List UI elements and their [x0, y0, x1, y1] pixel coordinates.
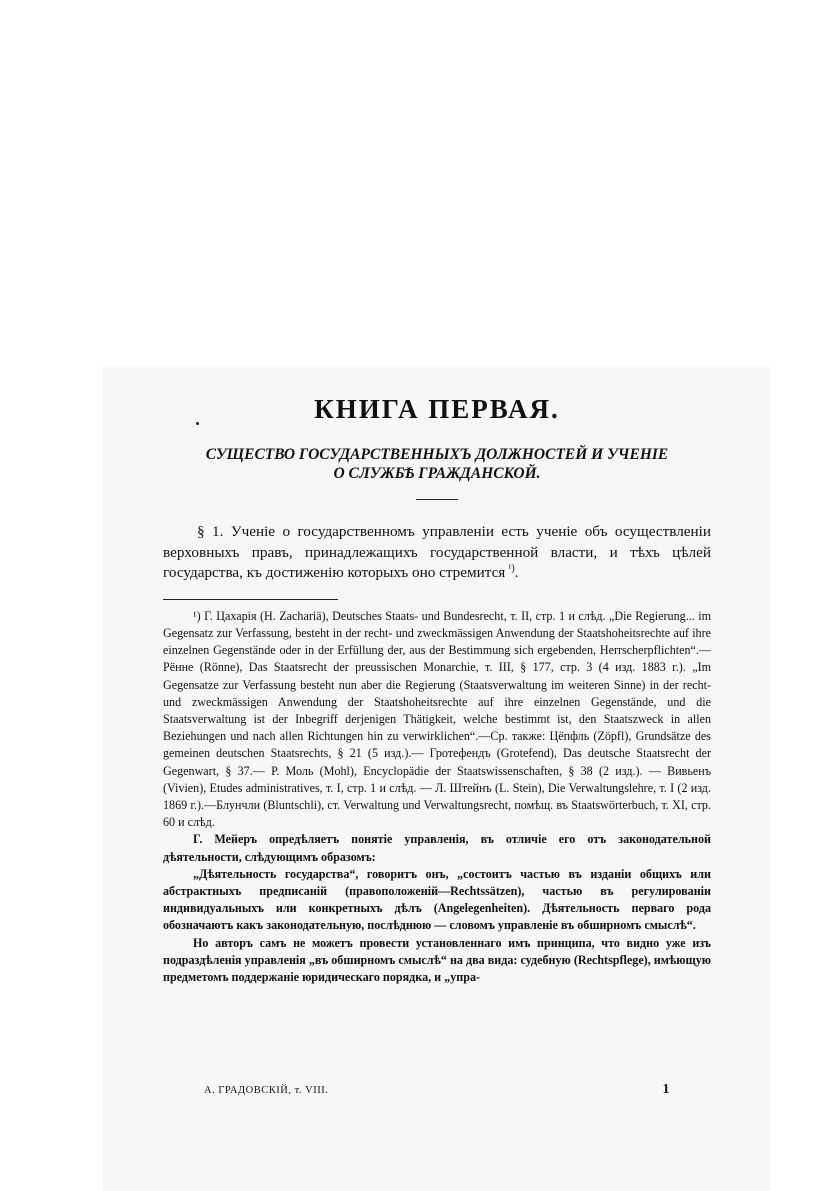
title-divider — [416, 499, 458, 500]
page-footer — [204, 1082, 670, 1097]
chapter-title-line-1: СУЩЕСТВО ГОСУДАРСТВЕННЫХЪ ДОЛЖНОСТЕЙ И УЧЕНІЕ — [205, 446, 669, 463]
paragraph-1 — [163, 522, 711, 584]
paragraph-1-end: . — [514, 564, 519, 581]
footnote-2: Г. Мейеръ опредѣляетъ понятіе управленія, въ отличіе его отъ законодательной дѣятельности, слѣдующимъ образомъ: — [163, 832, 711, 864]
footer-signature: А. ГРАДОВСКІЙ, т. VIII. — [204, 1085, 329, 1096]
footnote-1: ¹) Г. Цахарія (H. Zachariä), Deutsches Staats- und Bundesrecht, т. II, стр. 1 и слѣд. „Die Regierung... im Gegensatz zur Verfassung, besteht in der recht- und zweckmässigen Anwendung der Staatshoheitsrechte auf ihre einzelnen Gegenstände oder in der Erfüllung der, aus der Bestimmung sich ergebenden, Herrscherpflichten“.— Рённе (Rönne), Das Staatsrecht der preussischen Monarchie, т. III, § 177, стр. 3 (4 изд. 1883 г.). „Im Gegensatze zur Verfassung besteht nun aber die Regierung (Staatsverwaltung im weiteren Sinne) in der recht- und zweckmässigen Anwendung der Staatshoheitsrechte auf ihre einzelnen Gegenstände, und die Staatsverwaltung ist der Inbegriff derjenigen Thätigkeit, welche bestimmt ist, den Staatszweck in allen Beziehungen und nach allen Richtungen hin zu verwirklichen“.—Ср. также: Цёпфль (Zöpfl), Grundsätze des gemeinen deutschen Staatsrechts, § 21 (5 изд.).— Гротефендъ (Grotefend), Das deutsche Staatsrecht der Gegenwart, § 37.— Р. Моль (Mohl), Encyclopädie der Staatswissenschaften, § 38 (2 изд.). — Вивьенъ (Vivien), Etudes administratives, т. I, стр. 1 и слѣд. — Л. Штейнъ (L. Stein), Die Verwaltungslehre, т. I (2 изд. 1869 г.).—Блунчли (Bluntschli), ст. Verwaltung und Verwaltungsrecht, помѣщ. въ Staatswörterbuch, т. XI, стр. 60 и слѣд. — [163, 608, 711, 830]
paragraph-1-text: § 1. Ученіе о государственномъ управленіи есть ученіе объ осуществленіи верховныхъ правъ, принадлежащихъ государственной власти, и тѣхъ цѣлей государства, къ достиженію которыхъ оно стремится — [163, 523, 711, 581]
footnotes — [163, 608, 711, 986]
chapter-title-line-2: О СЛУЖБѢ ГРАЖДАНСКОЙ. — [333, 465, 541, 482]
book-title: КНИГА ПЕРВАЯ. — [314, 394, 560, 424]
page-number: 1 — [662, 1082, 670, 1097]
footnote-reference: ¹) — [508, 562, 515, 574]
chapter-title — [163, 445, 711, 483]
footnote-divider — [163, 599, 338, 600]
page-content — [163, 388, 711, 986]
footnote-3: „Дѣятельность государства“, говоритъ онъ, „состоитъ частью въ изданіи общихъ или абстрактныхъ предписаній (правоположеній—Rechtssätzen), частью въ регулированіи индивидуальныхъ или конкретныхъ дѣлъ (Angelegenheiten). Дѣятельность перваго рода обозначаютъ какъ законодательную, послѣднюю — словомъ управленіе въ обширномъ смыслѣ“. — [163, 866, 711, 933]
footnote-4: Но авторъ самъ не можетъ провести установленнаго имъ принципа, что видно уже изъ подраздѣленія управленія „въ обширномъ смыслѣ“ на два вида: судебную (Rechtspflege), имѣющую предметомъ поддержаніе юридическаго порядка, и „упра- — [163, 935, 711, 984]
